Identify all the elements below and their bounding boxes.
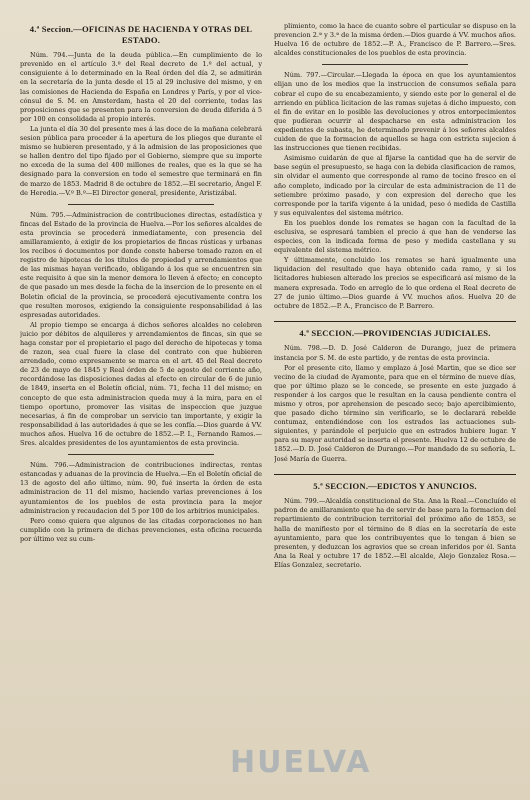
article-divider xyxy=(68,454,213,455)
article-paragraph: Al propio tiempo se encarga á dichos señores alcaldes no celebren juicio por débitos de alquileres y arrendamientos de fincas, sin que se haga constar por el propietario el pago del derecho de hipotecas y toma de razon, sea cual fuere la clase del contrato con que hubieren arrendado, como expresamente se marca en el art. 45 del Real decreto de 23 de mayo de 1845 y Real órden de 5 de agosto del corriente año, recordándose las disposiciones dadas al efecto en circular de 6 de junio de 1849, inserta en el Boletín oficial, núm. 71, fecha 11 del mismo; en concepto de que esta administracion queda muy á la mira, para en el tiempo oportuno, promover las visitas de inspeccion que juzgue necesarias, á fin de comprobar un servicio tan importante, y exigir la responsabilidad á las autoridades á que se les confía.—Dios guarde á VV. muchos años. Huelva 16 de octubre de 1852.—P. I., Fernando Ramos.—Sres. alcaldes presidentes de los ayuntamientos de esta provincia. xyxy=(20,320,262,448)
article-794 xyxy=(20,51,262,198)
left-column xyxy=(20,22,262,800)
section-header-judiciales: 4.ª SECCION.—PROVIDENCIAS JUDICIALES. xyxy=(274,321,516,339)
article-paragraph: Núm. 797.—Circular.—Llegada la época en que los ayuntamientos elijan uno de los medios que la instruccion de consumos señala para cobrar el cupo de su encabezamiento, y siendo este por lo general el de arriendo en pública licitacion de las ramas sujetas á dicho impuesto, con el fin de evitar en lo posible las devoluciones y otros entorpecimientos que pudieran ocurrir al despacharse en esta administracion los expedientes de subasta, he determinado prevenir á los señores alcaldes cuiden de que la formacion de aquellos se haga con estricta sujecion á las instrucciones que tienen recibidas. xyxy=(274,71,516,153)
article-paragraph: Núm. 799.—Alcaldía constitucional de Sta. Ana la Real.—Concluído el padron de amillaramiento que ha de servir de base para la formacion del repartimiento de contribucion territorial del próximo año de 1853, se halla de manifiesto por el término de 8 días en la secretaría de este ayuntamiento, para que los contribuyentes que lo tengan á bien se presenten, y deduzcan los agravios que se crean inferidos por él. Santa Ana la Real y octubre 17 de 1852.—El alcalde, Alejo Gonzalez Rosa.—Elías Gonzalez, secretario. xyxy=(274,497,516,569)
article-796 xyxy=(20,461,262,544)
section-header-edictos: 5.ª SECCION.—EDICTOS Y ANUNCIOS. xyxy=(274,474,516,492)
article-paragraph: Pero como quiera que algunos de las citadas corporaciones no han cumplido con la primera de dichas prevenciones, esta oficina recuerda por último vez su cum- xyxy=(20,516,262,543)
article-paragraph: Núm. 795.—Administracion de contribuciones directas, estadística y fincas del Estado de la provincia de Huelva.—Por los señores alcaldes de esta provincia se procederá inmediatamente, con presencia del amillaramiento, á exigir de los propietarios de fincas rústicas y urbanas los recibos ó documentos por donde conste haberse tomado razon en el registro de hipotecas de los títulos de propiedad y arrendamientos que de las mismas hayan verificado, obligando á los que se encuentren sin este requisito á que sin la menor demora lo lleven á efecto; en concepto de que pasado un mes desde la fecha de la insercion de lo presente en el Boletin oficial de la provincia, se procederá ejecutivamente contra los que resulten morosos, exigiendo la consiguiente responsabilidad á las espresadas autoridades. xyxy=(20,210,262,319)
text-columns xyxy=(20,22,516,800)
article-796-continuation xyxy=(274,22,516,58)
article-paragraph: Asimismo cuidarán de que al fijarse la cantidad que ha de servir de base según el presupuesto, se haga con la debida clasificacion de ramos, sin olvidar el aumento que corresponde al ramo de tocino fresco en el año completo, indicado por la circular de esta administracion de 11 de setiembre próximo pasado, y con expresion del derecho que les corresponde por la tarifa vigente á la unidad, peso ó medida de Castilla y sus equivalentes del sistema métrico. xyxy=(274,154,516,217)
article-797 xyxy=(274,71,516,310)
article-paragraph: plimiento, como la hace de cuanto sobre el particular se dispuso en la prevencion 2.ª y 3.ª de la misma órden.—Dios guarde á VV. muchos años. Huelva 16 de octubre de 1852.—P. A., Francisco de P. Barrero.—Sres. alcaldes constitucionales de los pueblos de esta provincia. xyxy=(274,22,516,58)
section-header-hacienda: 4.ª Seccion.—OFICINAS DE HACIENDA Y OTRAS DEL ESTADO. xyxy=(29,24,253,45)
article-795 xyxy=(20,211,262,448)
right-column xyxy=(274,22,516,800)
article-paragraph: En los pueblos donde los remates se hagan con la facultad de la esclusiva, se espresará tambien el precio á que han de venderse las especies, con la indicada forma de peso y medida castellana y su equivalente del sistema métrico. xyxy=(274,218,516,255)
article-paragraph: Y últimamente, concluido los remates se hará igualmente una liquidacion del resultado que haya obtenido cada ramo, y si los licitadores hubiesen alterado los precios se especificará así mismo de la manera expresada. Todo en arreglo de lo que ordena el Real decreto de 27 de junio último.—Dios guarde á VV. muchos años. Huelva 20 de octubre de 1852.—P. A., Francisco de P. Barrero. xyxy=(274,256,516,310)
library-watermark: HUELVA xyxy=(230,745,372,780)
article-799 xyxy=(274,497,516,570)
article-divider xyxy=(68,204,213,205)
article-paragraph: La junta el día 30 del presente mes á las doce de la mañana celebrará sesion pública para proceder á la apertura de los pliegos que durante el mismo se hubieren presentado, y á la admision de las proposiciones que se hallen dentro del tipo fijado por el Gobierno, siempre que su importe no exceda de la suma del 400 millones de reales, que es la que se ha designado para la conversion en todo el semestre que terminará en fin de marzo de 1853. Madrid 8 de octubre de 1852.—El secretario, Ángel F. de Heredia.—V.º B.º—El Director general, presidente, Aristizábal. xyxy=(20,124,262,197)
article-divider xyxy=(322,64,467,65)
article-paragraph: Núm. 796.—Administracion de contribuciones indirectas, rentas estancadas y aduanas de la provincia de Huelva.—En el Boletín oficial de 13 de agosto del año último, núm. 90, fué inserta la órden de esta administracion de 11 del mismo, haciendo varias prevenciones á los ayuntamientos de los pueblos de esta provincia para la mejor administracion y recaudacion del 5 por 100 de los arbitrios municipales. xyxy=(20,461,262,515)
article-paragraph: Núm. 798.—D. D. José Calderon de Durango, juez de primera instancia por S. M. de este partido, y de rentas de esta provincia. xyxy=(274,344,516,362)
article-paragraph: Por el presente cito, llamo y emplazo á José Martin, que se dice ser vecino de la ciudad de Ayamonte, para que en el término de nueve días, que por último plazo se le concede, se presente en este juzgado á responder á los cargos que le resultan en la causa pendiente contra el mismo y otros, por aprehension de pescado seco; bajo apercibimiento, que pasado dicho término sin verificarlo, se le declarará rebelde contumaz, entendiéndose con los estrados las actuaciones sub-siguientes, y parándole el perjuicio que en estrados hubiere lugar. Y para su mayor autoridad se inserta el presente. Huelva 12 de octubre de 1852.—D. D. José Calderon de Durango.—Por mandado de su señoría, L. José María de Guerra. xyxy=(274,363,516,463)
article-798 xyxy=(274,344,516,463)
article-paragraph: Núm. 794.—Junta de la deuda pública.—En cumplimiento de lo prevenido en el artículo 3.º del Real decreto de 1.º del actual, y consiguiente á lo determinado en la Real órden del día 2, se admitirán en la secretaría de la junta desde el 15 al 29 inclusive del mismo, y en las comisiones de Hacienda de España en Londres y París, y por el vice-cónsul de S. M. en Amsterdam, hasta el 20 del corriente, todas las proposiciones que se presenten para la conversion de deuda diferida á 5 por 100 en consolidada al propio interés. xyxy=(20,51,262,123)
